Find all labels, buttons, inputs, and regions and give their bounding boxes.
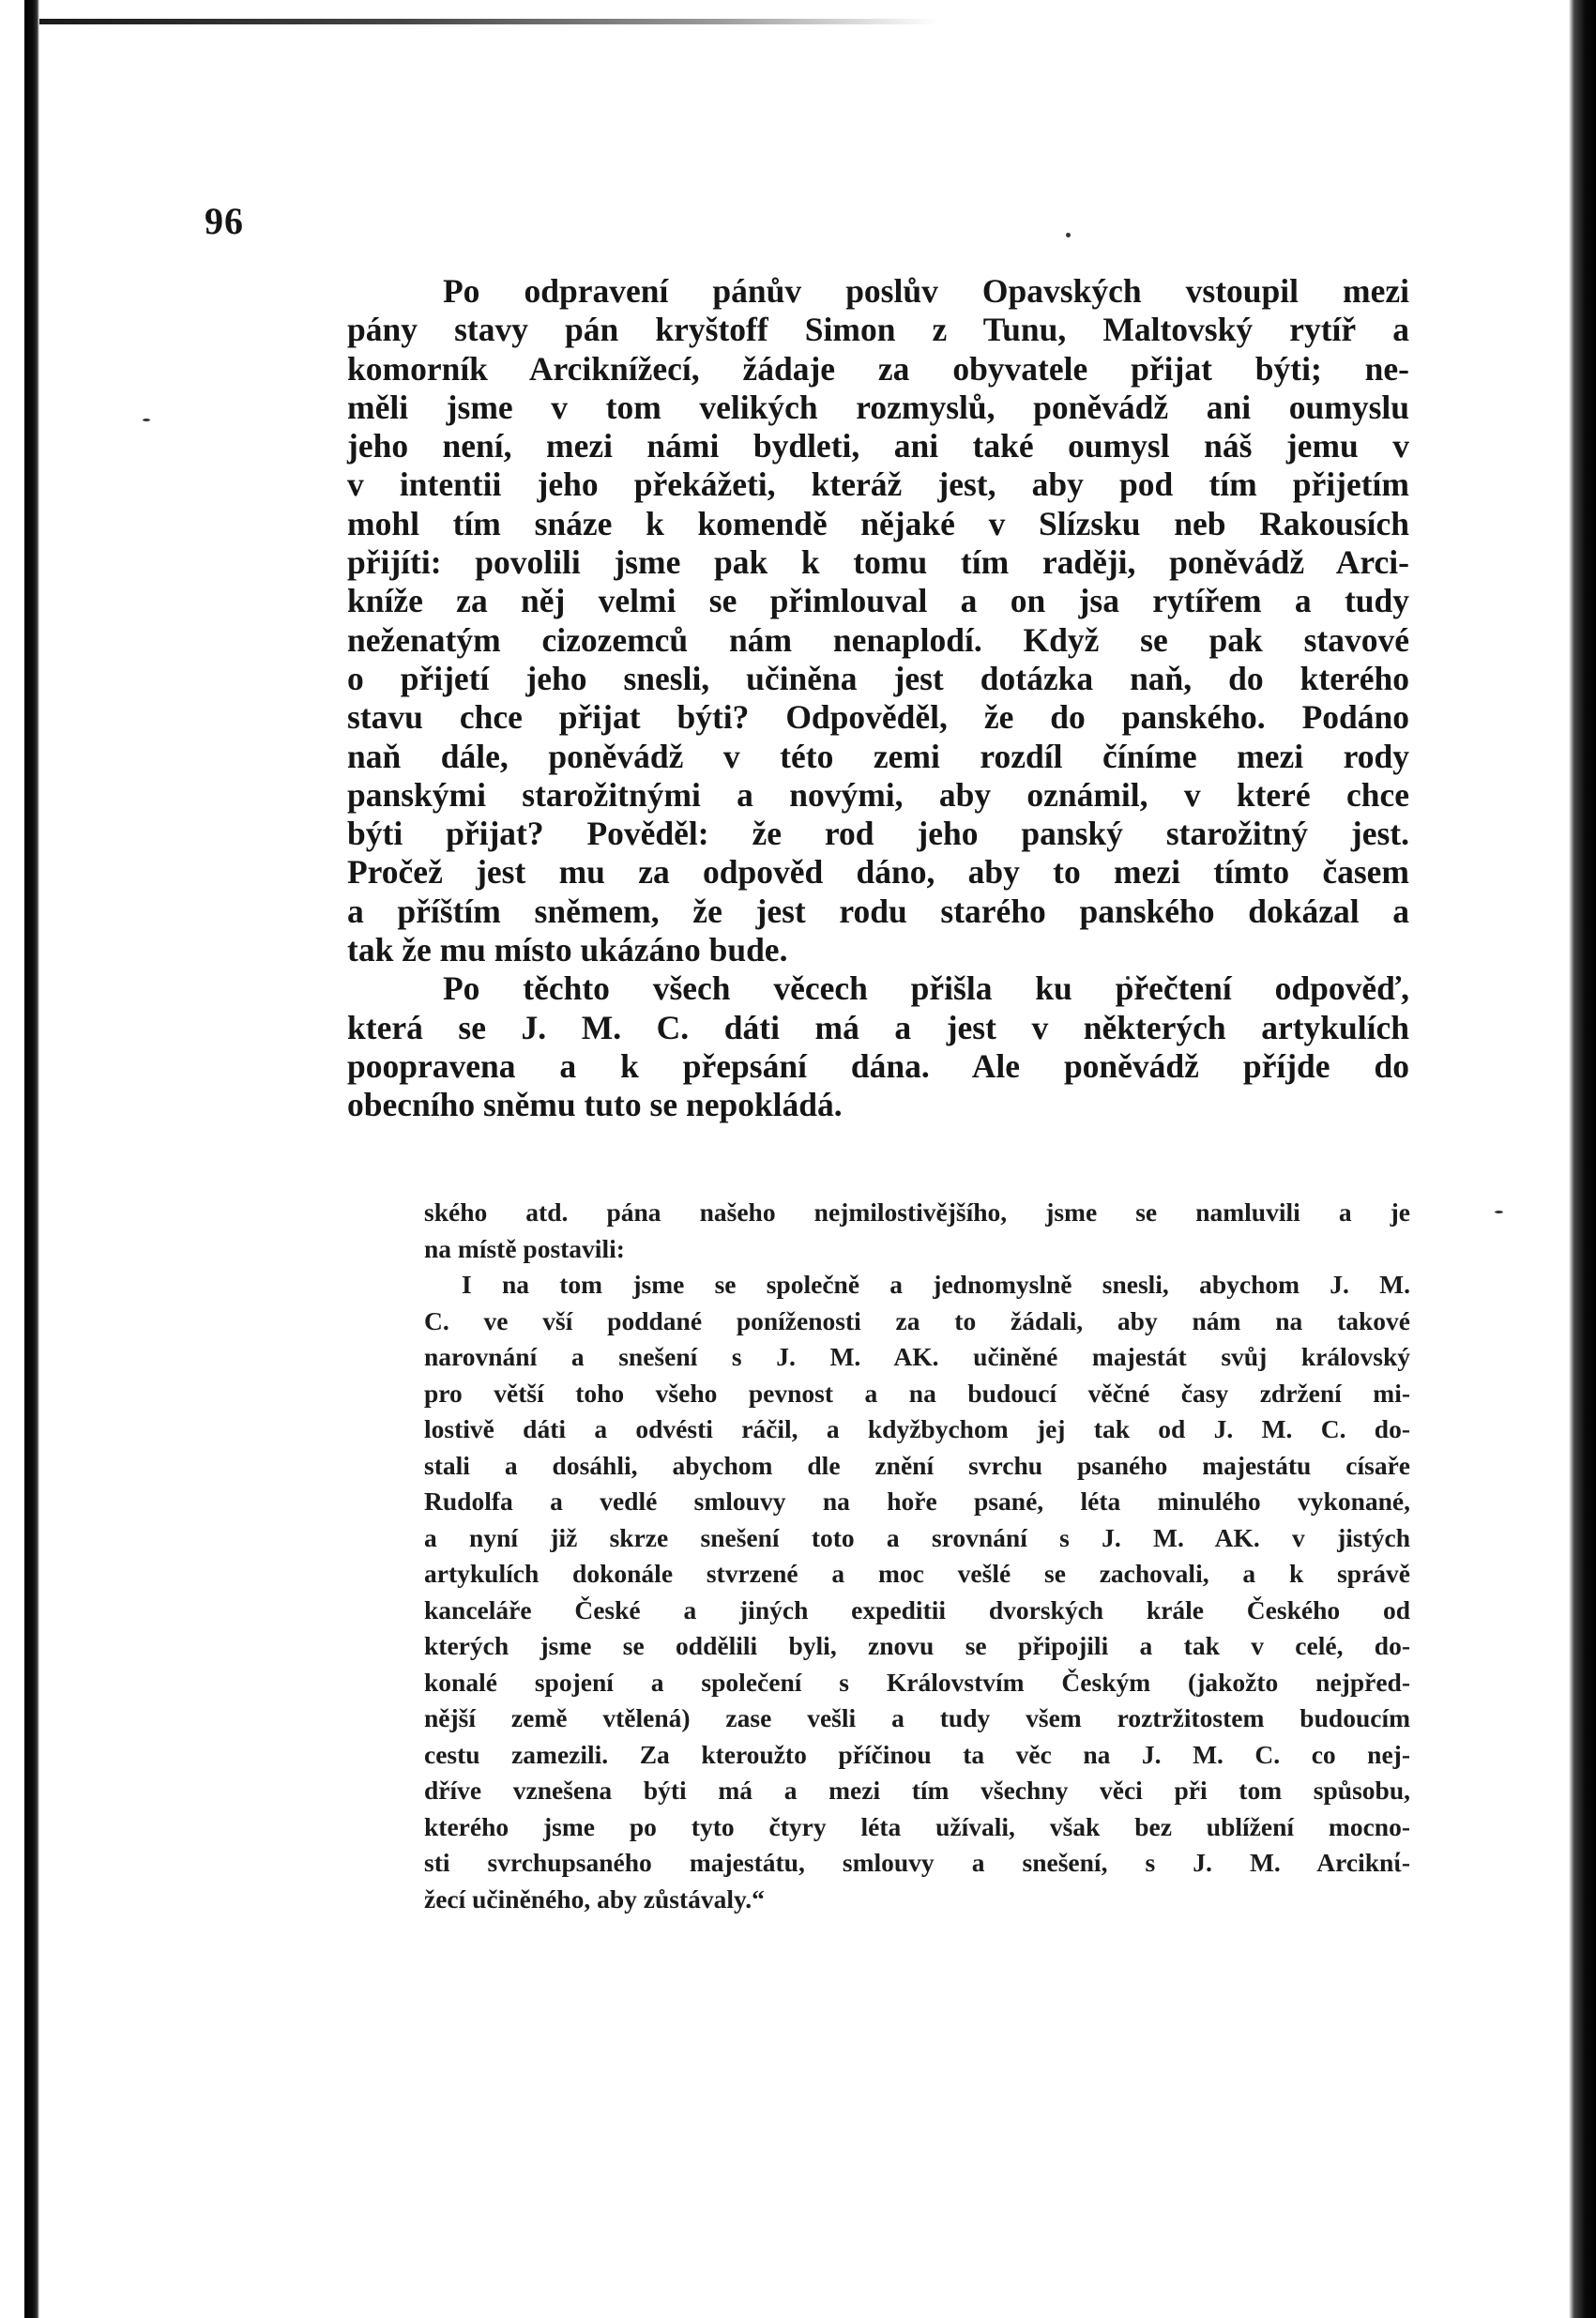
quote-line: dříve vznešena býti má a mezi tím všechny věci při tom spůsobu, bbox=[424, 1776, 1410, 1805]
main-paragraphs bbox=[347, 272, 1409, 1125]
quote-line: kanceláře České a jiných expeditii dvorských krále Českého od bbox=[424, 1594, 1410, 1624]
quote-line: na místě postavili: bbox=[424, 1233, 625, 1263]
quoted-document-text bbox=[424, 1195, 1410, 1917]
scan-edge-right bbox=[1569, 0, 1596, 2318]
quote-line: ského atd. pána našeho nejmilostivějšího, jsme se namluvili a je bbox=[424, 1197, 1410, 1227]
scan-speck bbox=[143, 419, 150, 421]
text-line: a příštím sněmem, že jest rodu starého panského dokázal a bbox=[347, 892, 1409, 930]
quote-line: sti svrchupsaného majestátu, smlouvy a snešení, s J. M. Arciknί- bbox=[424, 1848, 1410, 1877]
quote-line: konalé spojení a společení s Královstvím Českým (jakožto nejpřed- bbox=[424, 1667, 1410, 1697]
quote-line: artykulích dokonále stvrzené a moc vešlé se zachovali, a k správě bbox=[424, 1559, 1410, 1588]
quote-line: žecí učiněného, aby zůstávaly.“ bbox=[424, 1883, 765, 1914]
quote-line: lostivě dáti a odvésti ráčil, a kdyžbychom jej tak od J. M. C. do- bbox=[424, 1414, 1410, 1443]
text-line: měli jsme v tom velikých rozmyslů, poněvádž ani oumyslu bbox=[347, 388, 1409, 426]
scan-speck bbox=[1066, 233, 1071, 237]
text-line: panskými starožitnými a novými, aby oznámil, v které chce bbox=[347, 775, 1409, 814]
text-line: Po odpravení pánův poslův Opavských vstoupil mezi bbox=[443, 272, 1409, 310]
text-line: Pročež jest mu za odpověd dáno, aby to mezi tímto časem bbox=[347, 853, 1409, 892]
quote-line: cestu zamezili. Za kteroužto příčinou ta věc na J. M. C. co nej- bbox=[424, 1739, 1410, 1769]
text-line: mohl tím snáze k komendě nějaké v Slízsku neb Rakousích bbox=[347, 504, 1409, 542]
text-line: komorník Arciknížecí, žádaje za obyvatele přijat býti; ne- bbox=[347, 349, 1409, 388]
text-line: o přijetí jeho snesli, učiněna jest dotázka naň, do kterého bbox=[347, 659, 1409, 697]
text-line: kníže za něj velmi se přimlouval a on jsa rytířem a tudy bbox=[347, 582, 1409, 620]
text-line: jeho není, mezi námi bydleti, ani také oumysl náš jemu v bbox=[347, 427, 1409, 465]
text-line: tak že mu místo ukázáno bude. bbox=[347, 931, 788, 969]
text-line: pány stavy pán kryštoff Simon z Tunu, Maltovský rytíř a bbox=[347, 311, 1409, 349]
text-line: stavu chce přijat býti? Odpověděl, že do panského. Podáno bbox=[347, 698, 1409, 737]
quote-line: pro větší toho všeho pevnost a na budoucí věčné časy zdržení mi- bbox=[424, 1378, 1410, 1408]
text-line: přijíti: povolili jsme pak k tomu tím raději, poněvádž Arci- bbox=[347, 543, 1409, 582]
quote-line: narovnání a snešení s J. M. AK. učiněné majestát svůj královský bbox=[424, 1342, 1410, 1371]
text-line: býti přijat? Pověděl: že rod jeho panský starožitný jest. bbox=[347, 815, 1409, 853]
page-number: 96 bbox=[205, 200, 244, 242]
quote-line: Rudolfa a vedlé smlouvy na hoře psané, léta minulého vykonané, bbox=[424, 1487, 1410, 1516]
text-line: v intentii jeho překážeti, kteráž jest, aby pod tím přijetím bbox=[347, 465, 1409, 504]
scan-edge-top bbox=[38, 19, 938, 24]
quote-line: I na tom jsme se společně a jednomyslně snesli, abychom J. M. bbox=[462, 1270, 1410, 1299]
text-line: která se J. M. C. dáti má a jest v některých artykulích bbox=[347, 1008, 1409, 1046]
text-line: neženatým cizozemců nám nenaplodí. Když se pak stavové bbox=[347, 620, 1409, 659]
quote-line: kterého jsme po tyto čtyry léta užívali, však bez ublížení mocno- bbox=[424, 1811, 1410, 1841]
scan-edge-left bbox=[24, 0, 39, 2318]
quote-line: C. ve vší poddané poníženosti za to žádali, aby nám na takové bbox=[424, 1305, 1410, 1335]
text-line: Po těchto všech věcech přišla ku přečtení odpověď, bbox=[443, 969, 1409, 1008]
quote-line: a nyní již skrze snešení toto a srovnání s J. M. AK. v jistých bbox=[424, 1522, 1410, 1552]
text-line: obecního sněmu tuto se nepokládá. bbox=[347, 1086, 843, 1124]
quote-line: kterých jsme se oddělili byli, znovu se připojili a tak v celé, do- bbox=[424, 1631, 1410, 1660]
scan-speck bbox=[1495, 1211, 1503, 1213]
quote-line: stali a dosáhli, abychom dle znění svrchu psaného majestátu císaře bbox=[424, 1450, 1410, 1480]
text-line: naň dále, poněvádž v této zemi rozdíl číníme mezi rody bbox=[347, 737, 1409, 775]
text-line: poopravena a k přepsání dána. Ale poněvádž příjde do bbox=[347, 1046, 1409, 1085]
quote-line: nější země vtělená) zase vešli a tudy všem roztržitostem budoucím bbox=[424, 1703, 1410, 1732]
